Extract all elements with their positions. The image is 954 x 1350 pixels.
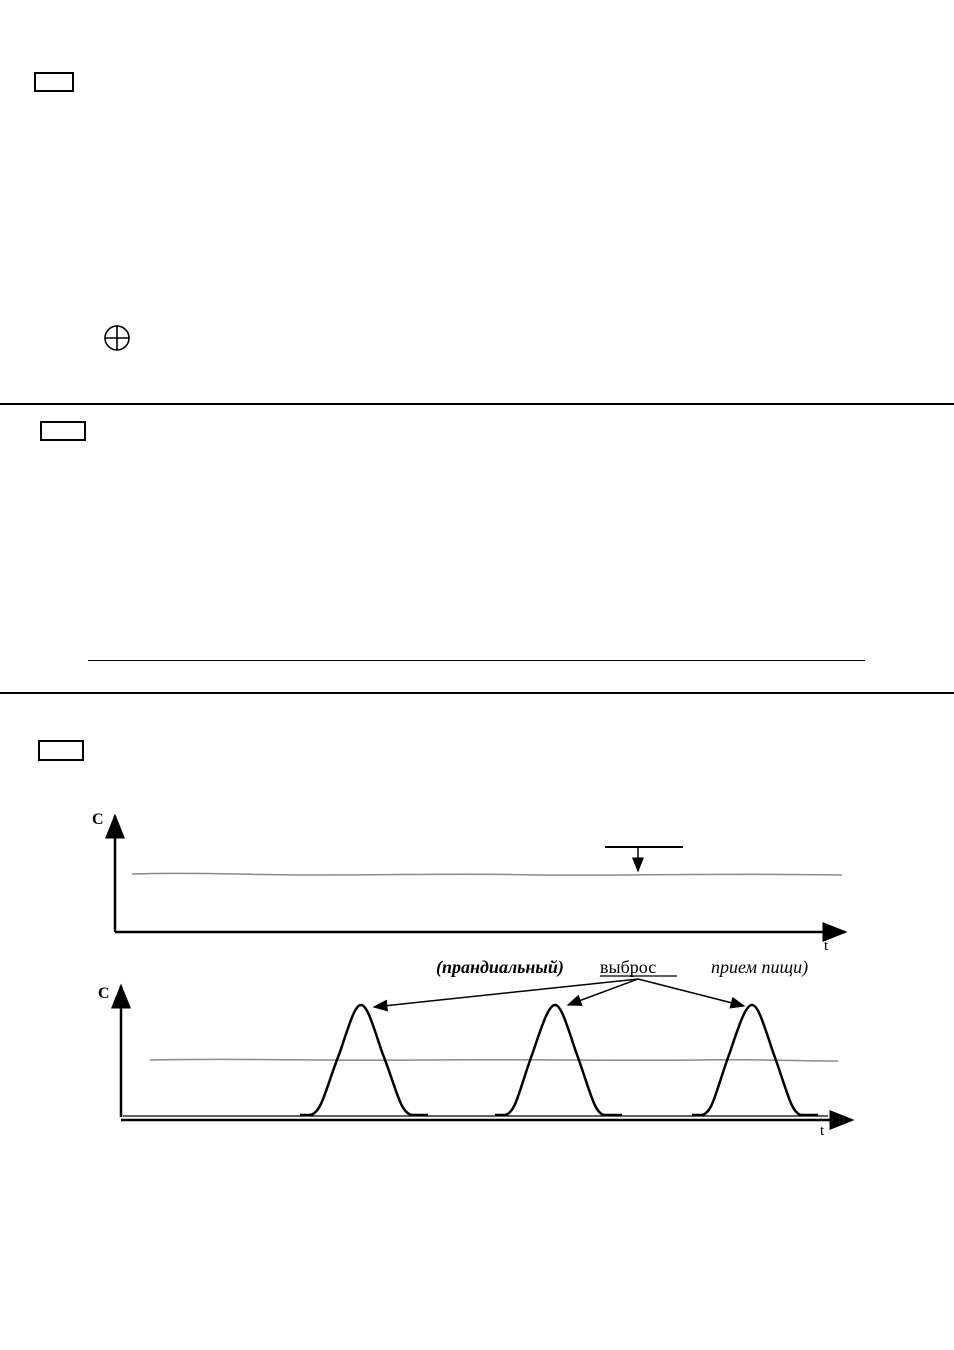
bottom-y-axis-label: C <box>98 985 110 1002</box>
top-x-axis-label: t <box>824 938 829 954</box>
top-basal-level-line <box>132 873 842 875</box>
bottom-basal-level-line <box>150 1059 838 1061</box>
peak-annotation <box>374 957 808 1007</box>
concentration-time-diagram <box>0 790 954 1150</box>
top-y-axis-label: C <box>92 811 104 828</box>
bottom-chart <box>98 985 852 1139</box>
section-3-answer-box[interactable] <box>38 740 84 761</box>
section-divider-2 <box>0 692 954 694</box>
section-2-answer-line <box>88 660 865 661</box>
annotation-spike: выброс <box>600 957 657 977</box>
top-chart <box>92 811 845 954</box>
section-1-answer-box[interactable] <box>34 72 74 92</box>
section-divider-1 <box>0 403 954 405</box>
circled-plus-icon <box>102 323 132 353</box>
section-2-answer-box[interactable] <box>40 421 86 441</box>
annotation-meal-intake: прием пищи) <box>711 957 809 977</box>
bottom-x-axis-label: t <box>820 1123 825 1139</box>
annotation-prandial: (прандиальный) <box>436 957 564 977</box>
annotation-arrow-peak-3 <box>638 979 744 1006</box>
